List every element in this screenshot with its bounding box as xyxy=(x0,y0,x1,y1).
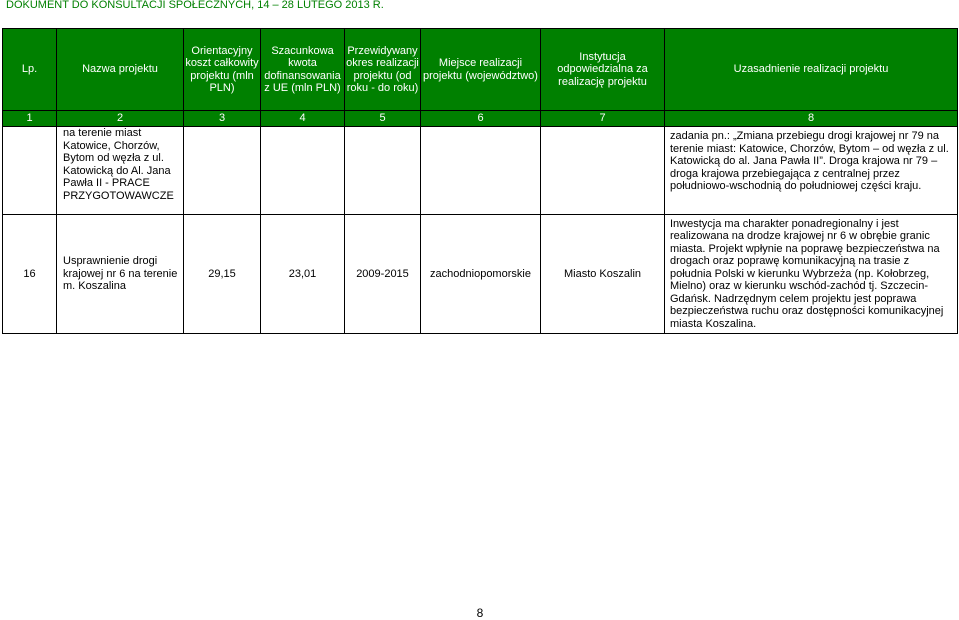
col-header-lp: Lp. xyxy=(3,29,57,111)
cell-empty xyxy=(261,127,345,215)
table-row-16 xyxy=(3,215,958,334)
cell-lp-empty xyxy=(3,127,57,215)
cell-justification: zadania pn.: „Zmiana przebiegu drogi krajowej nr 79 na terenie miast: Katowice, Chorzów, Bytom – od węzła z ul. Katowicką do al. Jana Pawła II”. Droga krajowa nr 79 – droga krajowa przebiegająca z centralnej przez południowo-wschodnią do południowej części kraju. xyxy=(665,127,958,215)
cell-project-name: na terenie miast Katowice, Chorzów, Bytom od węzła z ul. Katowicką do Al. Jana Pawła II - PRACE PRZYGOTOWAWCZE xyxy=(57,127,184,215)
projects-table xyxy=(2,28,958,334)
cell-empty xyxy=(345,127,421,215)
table-row-continued xyxy=(3,127,958,215)
col-number: 8 xyxy=(665,111,958,127)
cell-period: 2009-2015 xyxy=(345,215,421,334)
cell-empty xyxy=(421,127,541,215)
col-number: 4 xyxy=(261,111,345,127)
col-header-location: Miejsce realizacji projektu (województwo) xyxy=(421,29,541,111)
cell-empty xyxy=(184,127,261,215)
col-number: 6 xyxy=(421,111,541,127)
col-header-institution: Instytucja odpowiedzialna za realizację projektu xyxy=(541,29,665,111)
cell-project-name: Usprawnienie drogi krajowej nr 6 na terenie m. Koszalina xyxy=(57,215,184,334)
cell-institution: Miasto Koszalin xyxy=(541,215,665,334)
col-header-name: Nazwa projektu xyxy=(57,29,184,111)
page-number: 8 xyxy=(476,606,484,620)
cell-cost: 29,15 xyxy=(184,215,261,334)
col-number: 2 xyxy=(57,111,184,127)
document-header-text: DOKUMENT DO KONSULTACJI SPOŁECZNYCH, 14 – 28 LUTEGO 2013 R. xyxy=(6,0,384,11)
cell-empty xyxy=(541,127,665,215)
col-header-justification: Uzasadnienie realizacji projektu xyxy=(665,29,958,111)
col-number: 3 xyxy=(184,111,261,127)
col-header-eu-funding: Szacunkowa kwota dofinansowania z UE (mln PLN) xyxy=(261,29,345,111)
cell-location: zachodniopomorskie xyxy=(421,215,541,334)
col-number: 5 xyxy=(345,111,421,127)
cell-justification: Inwestycja ma charakter ponadregionalny i jest realizowana na drodze krajowej nr 6 w obrębie granic miasta. Projekt wpłynie na poprawę bezpieczeństwa na drogach oraz poprawę komunikacyjną na trasie z południa Polski w kierunku Wybrzeża (np. Kołobrzeg, Mielno) oraz w kierunku wschód-zachód tj. Szczecin-Gdańsk. Nadrzędnym celem projektu jest poprawa bezpieczeństwa ruchu oraz dostępności komunikacyjnej miasta Koszalina. xyxy=(665,215,958,334)
column-numbers-row xyxy=(3,111,958,127)
table-header-row xyxy=(3,29,958,111)
col-number: 7 xyxy=(541,111,665,127)
cell-eu-funding: 23,01 xyxy=(261,215,345,334)
col-number: 1 xyxy=(3,111,57,127)
col-header-cost: Orientacyjny koszt całkowity projektu (mln PLN) xyxy=(184,29,261,111)
cell-lp: 16 xyxy=(3,215,57,334)
col-header-period: Przewidywany okres realizacji projektu (od roku - do roku) xyxy=(345,29,421,111)
document-header xyxy=(0,0,959,13)
